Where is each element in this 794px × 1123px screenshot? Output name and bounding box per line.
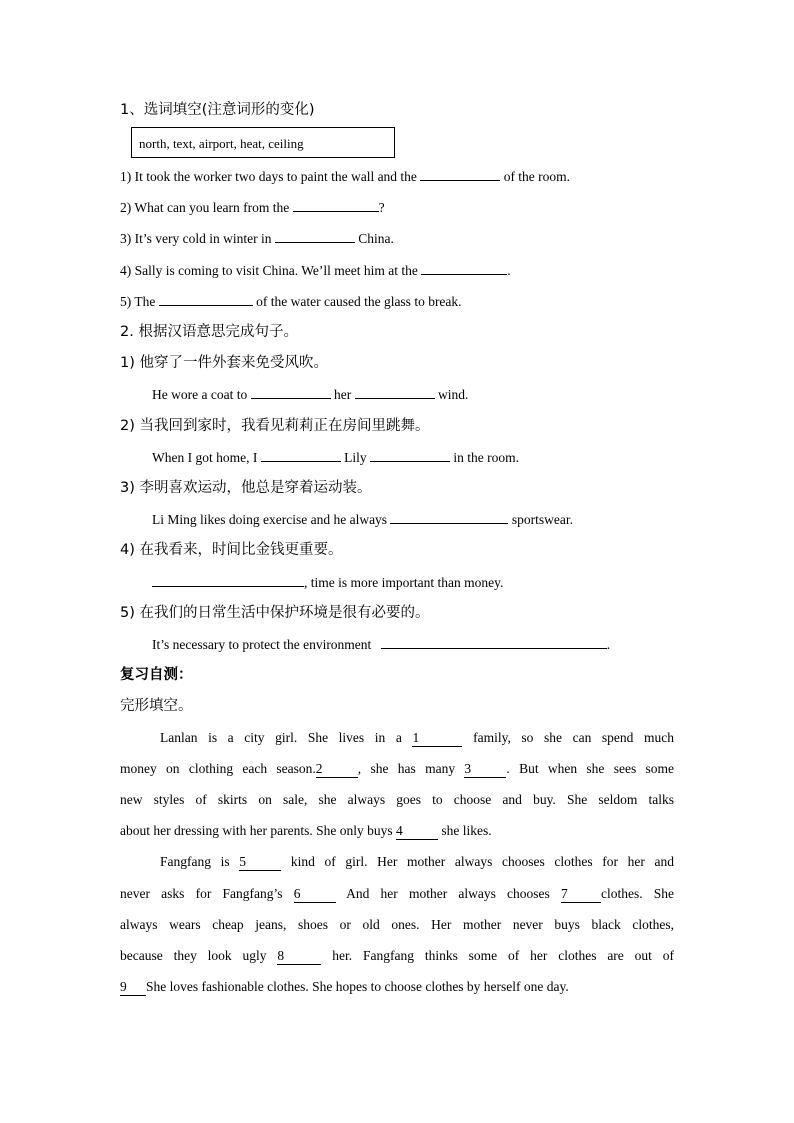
passage-text: new styles of skirts on sale, she always goes to choose and buy. She seldom talks <box>120 792 674 807</box>
passage-text: her. Fangfang thinks some of her clothes are out of <box>332 948 674 963</box>
word-bank: north, text, airport, heat, ceiling <box>139 136 304 151</box>
s2-item-1-cn: 1) 他穿了一件外套来免受风吹。 <box>120 355 328 371</box>
s2-item-4-en <box>152 572 503 593</box>
passage-text: about her dressing with her parents. She only buys <box>120 823 393 838</box>
s2-item-3-en <box>152 509 573 530</box>
answer-blank[interactable] <box>251 384 331 399</box>
section1-title: 1、选词填空(注意词形的变化) <box>120 102 315 118</box>
passage-line <box>120 946 674 966</box>
passage-text: , she has many <box>357 761 456 776</box>
s1-item-4-end: . <box>507 263 511 278</box>
passage-text: Fangfang is <box>160 854 230 869</box>
passage-line <box>160 852 674 872</box>
s2-item-2-part: in the room. <box>453 450 519 465</box>
passage-line <box>120 977 674 997</box>
cloze-blank-6[interactable]: 6 <box>294 886 336 903</box>
answer-blank[interactable] <box>275 228 355 243</box>
s2-item-2-part: Lily <box>344 450 367 465</box>
answer-blank[interactable] <box>261 447 341 462</box>
s1-item-1-end: of the room. <box>503 169 571 184</box>
s1-item-3-text: 3) It’s very cold in winter in <box>120 231 272 246</box>
passage-line <box>120 790 674 810</box>
word-bank-box <box>131 127 395 158</box>
s2-item-1-part: her <box>333 387 352 402</box>
s2-item-2-cn: 2) 当我回到家时，我看见莉莉正在房间里跳舞。 <box>120 418 430 434</box>
s1-item-5-end: of the water caused the glass to break. <box>256 294 462 309</box>
answer-blank[interactable] <box>381 634 607 649</box>
s1-item-2 <box>120 197 385 218</box>
passage-line <box>120 759 674 779</box>
passage-line <box>160 728 674 748</box>
passage-text: clothes. She <box>600 886 675 901</box>
s2-item-2-part: When I got home, I <box>152 450 258 465</box>
s1-item-2-end: ? <box>378 200 385 215</box>
passage-text: because they look ugly <box>120 948 267 963</box>
s2-item-1-part: He wore a coat to <box>152 387 248 402</box>
s2-item-5-part: . <box>606 637 611 652</box>
cloze-blank-4[interactable]: 4 <box>396 823 438 840</box>
s1-item-5 <box>120 291 462 312</box>
s2-item-1-part: wind. <box>437 387 469 402</box>
answer-blank[interactable] <box>355 384 435 399</box>
passage-text: never asks for Fangfang’s <box>120 886 283 901</box>
s2-item-3-cn: 3) 李明喜欢运动，他总是穿着运动装。 <box>120 480 372 496</box>
passage-text: She loves fashionable clothes. She hopes to choose clothes by herself one day. <box>146 979 569 994</box>
answer-blank[interactable] <box>159 291 253 306</box>
passage-line <box>120 884 674 904</box>
review-title: 复习自测： <box>120 667 193 683</box>
answer-blank[interactable] <box>421 260 507 275</box>
s2-item-3-part: sportswear. <box>511 512 573 527</box>
s2-item-4-cn: 4) 在我看来，时间比金钱更重要。 <box>120 542 343 558</box>
s2-item-1-en <box>152 384 468 405</box>
cloze-blank-8[interactable]: 8 <box>277 948 321 965</box>
s2-item-5-en <box>152 634 610 655</box>
answer-blank[interactable] <box>152 572 304 587</box>
passage-text: . But when she sees some <box>506 761 675 776</box>
answer-blank[interactable] <box>293 197 379 212</box>
answer-blank[interactable] <box>390 509 508 524</box>
passage-line <box>120 915 674 935</box>
s2-item-2-en <box>152 447 519 468</box>
cloze-blank-5[interactable]: 5 <box>239 854 281 871</box>
s2-item-5-cn: 5) 在我们的日常生活中保护环境是很有必要的。 <box>120 605 430 621</box>
s1-item-3 <box>120 228 394 249</box>
review-subtitle: 完形填空。 <box>120 698 193 714</box>
s2-item-3-part: Li Ming likes doing exercise and he always <box>152 512 388 527</box>
s1-item-5-text: 5) The <box>120 294 156 309</box>
cloze-blank-1[interactable]: 1 <box>412 730 462 747</box>
section2-title: 2. 根据汉语意思完成句子。 <box>120 324 298 340</box>
s2-item-4-part: , time is more important than money. <box>304 575 504 590</box>
answer-blank[interactable] <box>370 447 450 462</box>
passage-text: kind of girl. Her mother always chooses clothes for her and <box>290 854 674 869</box>
answer-blank[interactable] <box>420 166 500 181</box>
passage-line <box>120 821 674 841</box>
s1-item-4 <box>120 260 511 281</box>
s1-item-1-text: 1) It took the worker two days to paint the wall and the <box>120 169 417 184</box>
s1-item-3-end: China. <box>358 231 394 246</box>
s1-item-4-text: 4) Sally is coming to visit China. We’ll meet him at the <box>120 263 418 278</box>
passage-text: Lanlan is a city girl. She lives in a <box>160 730 402 745</box>
passage-text: And her mother always chooses <box>346 886 550 901</box>
s1-item-1 <box>120 166 570 187</box>
s2-item-5-part: It’s necessary to protect the environment <box>152 637 372 652</box>
cloze-blank-7[interactable]: 7 <box>561 886 601 903</box>
passage-text: family, so she can spend much <box>473 730 675 745</box>
s1-item-2-text: 2) What can you learn from the <box>120 200 290 215</box>
passage-text: always wears cheap jeans, shoes or old ones. Her mother never buys black clothes, <box>120 917 674 932</box>
passage-text: she likes. <box>441 823 492 838</box>
cloze-blank-2[interactable]: 2 <box>316 761 358 778</box>
cloze-blank-3[interactable]: 3 <box>464 761 506 778</box>
cloze-blank-9[interactable]: 9 <box>120 979 146 996</box>
passage-text: money on clothing each season. <box>120 761 316 776</box>
